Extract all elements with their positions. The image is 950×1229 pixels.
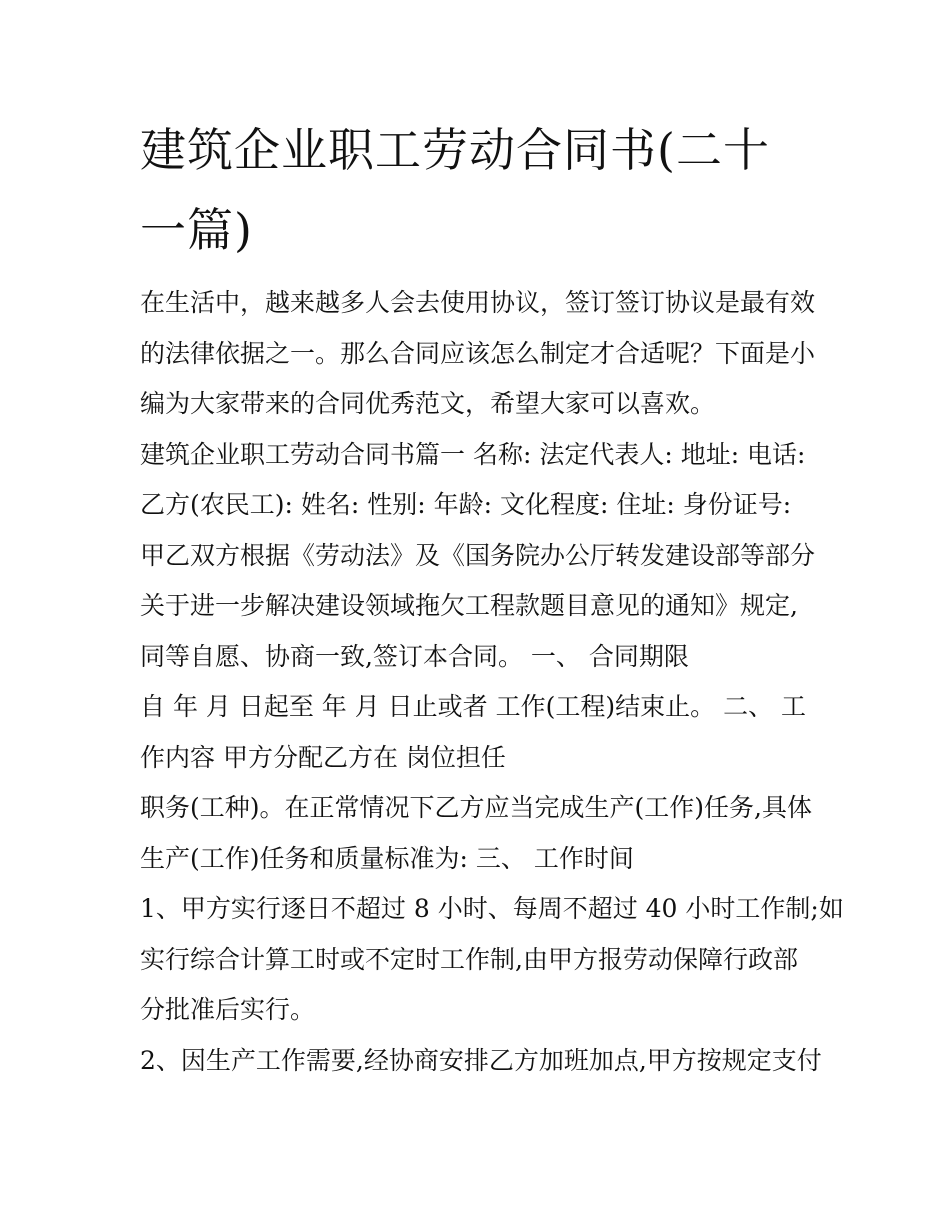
body-line: 自 年 月 日起至 年 月 日止或者 工作(工程)结束止。 二、 工 [140, 692, 807, 721]
body-line: 1、甲方实行逐日不超过 8 小时、每周不超过 40 小时工作制;如 [140, 894, 844, 923]
body-line: 乙方(农民工): 姓名: 性别: 年龄: 文化程度: 住址: 身份证号: [140, 490, 792, 519]
body-line: 生产(工作)任务和质量标准为: 三、 工作时间 [140, 843, 634, 873]
body-line: 实行综合计算工时或不定时工作制,由甲方报劳动保障行政部 [140, 944, 798, 974]
body-line: 建筑企业职工劳动合同书篇一 名称: 法定代表人: 地址: 电话: [140, 439, 806, 469]
body-line: 2、因生产工作需要,经协商安排乙方加班加点,甲方按规定支付 [140, 1045, 822, 1075]
body-line: 甲乙双方根据《劳动法》及《国务院办公厅转发建设部等部分 [140, 540, 816, 570]
body-line: 分批准后实行。 [140, 995, 316, 1024]
title-line-2: 一篇) [140, 203, 253, 257]
document-page [140, 110, 844, 1086]
body-line: 在生活中，越来越多人会去使用协议，签订签订协议是最有效 [140, 288, 816, 317]
body-line: 作内容 甲方分配乙方在 岗位担任 [140, 742, 506, 772]
document-body [140, 278, 844, 1086]
body-line: 职务(工种)。在正常情况下乙方应当完成生产(工作)任务,具体 [140, 793, 812, 822]
document-title [140, 110, 830, 270]
body-line: 关于进一步解决建设领域拖欠工程款题目意见的通知》规定, [140, 591, 798, 620]
title-line-1: 建筑企业职工劳动合同书(二十 [140, 123, 770, 177]
body-line: 的法律依据之一。那么合同应该怎么制定才合适呢？下面是小 [140, 338, 816, 368]
body-line: 编为大家带来的合同优秀范文，希望大家可以喜欢。 [140, 389, 716, 418]
body-line: 同等自愿、协商一致,签订本合同。 一、 合同期限 [140, 641, 689, 671]
